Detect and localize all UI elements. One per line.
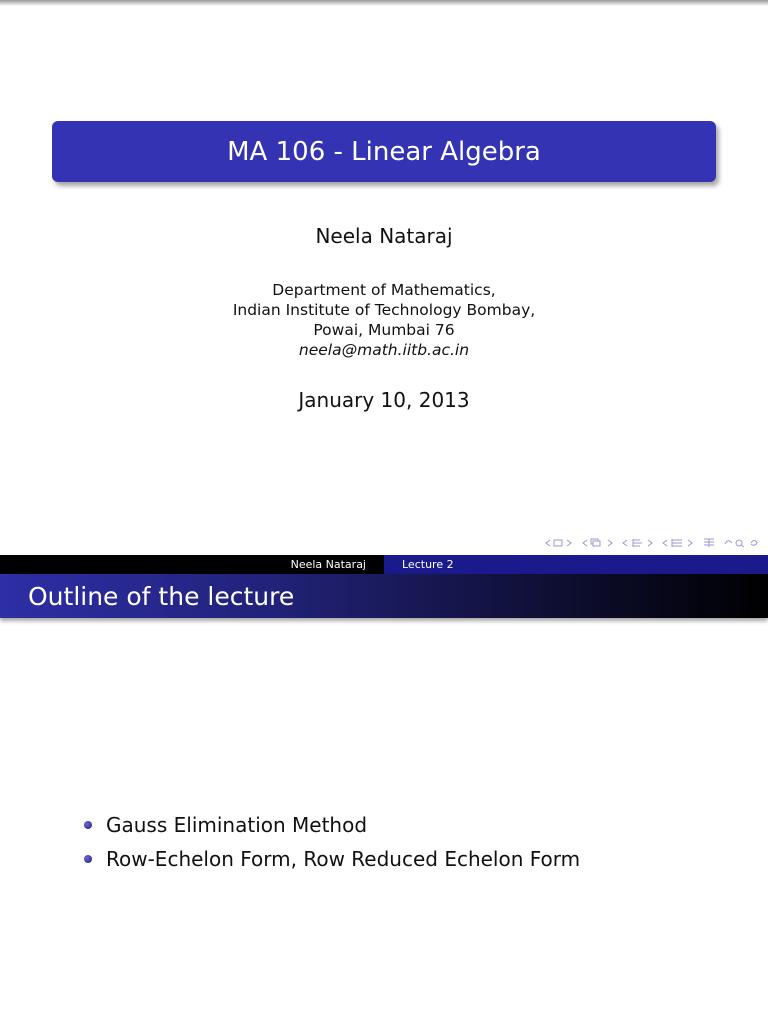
headline-author-cell (0, 555, 384, 574)
slide-nav-icon[interactable] (544, 538, 574, 548)
navigation-symbols (544, 535, 760, 551)
list-item-text: Row-Echelon Form, Row Reduced Echelon Form (106, 847, 581, 871)
outline-list (84, 808, 580, 876)
align-icon[interactable] (702, 538, 716, 548)
list-item-text: Gauss Elimination Method (106, 813, 368, 837)
list-item (84, 842, 580, 876)
frame-title-bar (0, 574, 768, 618)
section-nav-icon[interactable] (662, 538, 694, 548)
presentation-date: January 10, 2013 (298, 388, 470, 412)
author-name: Neela Nataraj (315, 224, 453, 248)
presentation-title: MA 106 - Linear Algebra (227, 136, 541, 167)
frame-nav-icon[interactable] (582, 538, 614, 548)
affiliation-line: Indian Institute of Technology Bombay, (232, 301, 536, 319)
search-icon[interactable] (724, 538, 760, 548)
bullet-icon (84, 821, 92, 829)
list-item (84, 808, 580, 842)
subsection-nav-icon[interactable] (622, 538, 654, 548)
bullet-icon (84, 855, 92, 863)
headline-lecture: Lecture 2 (402, 558, 454, 571)
title-box (52, 121, 716, 182)
affiliation-line: Powai, Mumbai 76 (313, 321, 455, 339)
affiliation (0, 280, 768, 360)
frame-title: Outline of the lecture (28, 581, 295, 611)
headline-lecture-cell (384, 555, 768, 574)
affiliation-line: Department of Mathematics, (272, 281, 496, 299)
author-email: neela@math.iitb.ac.in (298, 341, 470, 359)
slide-headline-bar (0, 555, 768, 574)
headline-author: Neela Nataraj (290, 558, 366, 571)
